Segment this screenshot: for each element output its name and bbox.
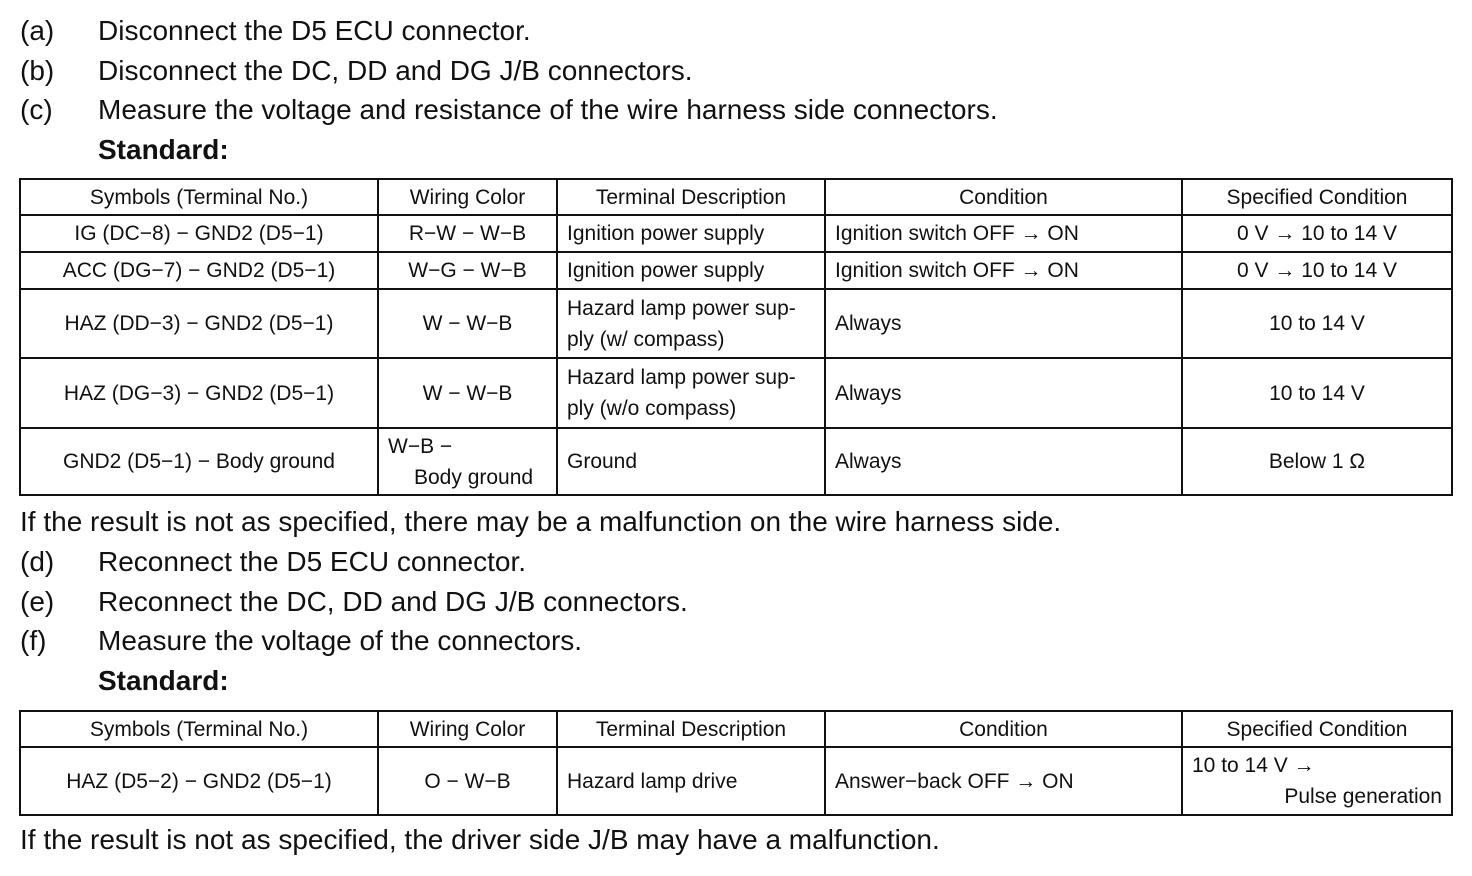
description-line-2: ply (w/ compass)	[567, 327, 725, 351]
header-condition: Condition	[825, 711, 1182, 747]
cell-description: Hazard lamp drive	[557, 747, 825, 815]
wiring-color-line-1: W−B −	[388, 434, 453, 458]
step-f	[20, 624, 582, 658]
standard-label-2: Standard:	[98, 665, 229, 696]
cell-specified: 0 V → 10 to 14 V	[1182, 215, 1452, 252]
standard-label: Standard:	[98, 134, 229, 165]
cell-condition: Ignition switch OFF → ON	[825, 252, 1182, 289]
standard-table-2	[19, 710, 1453, 816]
step-letter: (e)	[20, 586, 55, 617]
cell-condition: Always	[825, 358, 1182, 428]
cell-symbol: HAZ (D5−2) − GND2 (D5−1)	[20, 747, 378, 815]
header-symbols: Symbols (Terminal No.)	[20, 179, 378, 215]
cell-wiring-color: R−W − W−B	[378, 215, 557, 252]
table-row	[20, 289, 1452, 358]
standard-table-1	[19, 178, 1453, 496]
cell-condition: Always	[825, 428, 1182, 495]
table-row	[20, 358, 1452, 428]
cell-symbol: IG (DC−8) − GND2 (D5−1)	[20, 215, 378, 252]
step-b	[20, 54, 692, 88]
result-note-1: If the result is not as specified, there may be a malfunction on the wire harness side.	[20, 506, 1062, 537]
cell-condition: Always	[825, 289, 1182, 358]
cell-wiring-color: W − W−B	[378, 358, 557, 428]
cell-description	[557, 358, 825, 428]
header-symbols: Symbols (Terminal No.)	[20, 711, 378, 747]
step-text: Reconnect the D5 ECU connector.	[98, 546, 527, 577]
header-wiring-color: Wiring Color	[378, 711, 557, 747]
step-letter: (a)	[20, 15, 55, 46]
table-row	[20, 428, 1452, 495]
header-wiring-color: Wiring Color	[378, 179, 557, 215]
step-text: Disconnect the DC, DD and DG J/B connectors.	[98, 55, 693, 86]
cell-specified	[1182, 747, 1452, 815]
cell-specified: 0 V → 10 to 14 V	[1182, 252, 1452, 289]
cell-symbol: HAZ (DG−3) − GND2 (D5−1)	[20, 358, 378, 428]
description-line-2: ply (w/o compass)	[567, 397, 737, 420]
cell-description: Ignition power supply	[557, 215, 825, 252]
step-text: Disconnect the D5 ECU connector.	[98, 15, 531, 46]
cell-description	[557, 289, 825, 358]
step-c	[20, 93, 998, 127]
cell-condition: Answer−back OFF → ON	[825, 747, 1182, 815]
cell-symbol: ACC (DG−7) − GND2 (D5−1)	[20, 252, 378, 289]
header-condition: Condition	[825, 179, 1182, 215]
header-specified-condition: Specified Condition	[1182, 711, 1452, 747]
cell-description: Ignition power supply	[557, 252, 825, 289]
cell-symbol: GND2 (D5−1) − Body ground	[20, 428, 378, 495]
header-terminal-description: Terminal Description	[557, 711, 825, 747]
cell-wiring-color: W − W−B	[378, 289, 557, 358]
wiring-color-line-2: Body ground	[414, 465, 534, 489]
header-specified-condition: Specified Condition	[1182, 179, 1452, 215]
result-note-2: If the result is not as specified, the driver side J/B may have a malfunction.	[20, 824, 940, 855]
cell-specified: Below 1 Ω	[1182, 428, 1452, 495]
table-row	[20, 747, 1452, 815]
step-letter: (b)	[20, 55, 55, 86]
step-letter: (f)	[20, 625, 47, 656]
cell-wiring-color	[378, 428, 557, 495]
header-terminal-description: Terminal Description	[557, 179, 825, 215]
specified-line-1: 10 to 14 V →	[1192, 754, 1315, 777]
step-a	[20, 14, 531, 48]
cell-description: Ground	[557, 428, 825, 495]
table-row	[20, 215, 1452, 252]
specified-line-2: Pulse generation	[1284, 785, 1442, 808]
table-header-row	[20, 711, 1452, 747]
table-header-row	[20, 179, 1452, 215]
description-line-1: Hazard lamp power sup-	[567, 296, 796, 320]
description-line-1: Hazard lamp power sup-	[567, 366, 796, 389]
step-text: Measure the voltage of the connectors.	[98, 625, 583, 656]
cell-specified: 10 to 14 V	[1182, 358, 1452, 428]
cell-wiring-color: O − W−B	[378, 747, 557, 815]
table-row	[20, 252, 1452, 289]
step-text: Measure the voltage and resistance of the wire harness side connectors.	[98, 94, 998, 125]
step-d	[20, 545, 526, 579]
cell-symbol: HAZ (DD−3) − GND2 (D5−1)	[20, 289, 378, 358]
cell-condition: Ignition switch OFF → ON	[825, 215, 1182, 252]
cell-specified: 10 to 14 V	[1182, 289, 1452, 358]
cell-wiring-color: W−G − W−B	[378, 252, 557, 289]
step-letter: (c)	[20, 94, 53, 125]
step-text: Reconnect the DC, DD and DG J/B connectors.	[98, 586, 688, 617]
step-letter: (d)	[20, 546, 55, 577]
step-e	[20, 585, 688, 619]
